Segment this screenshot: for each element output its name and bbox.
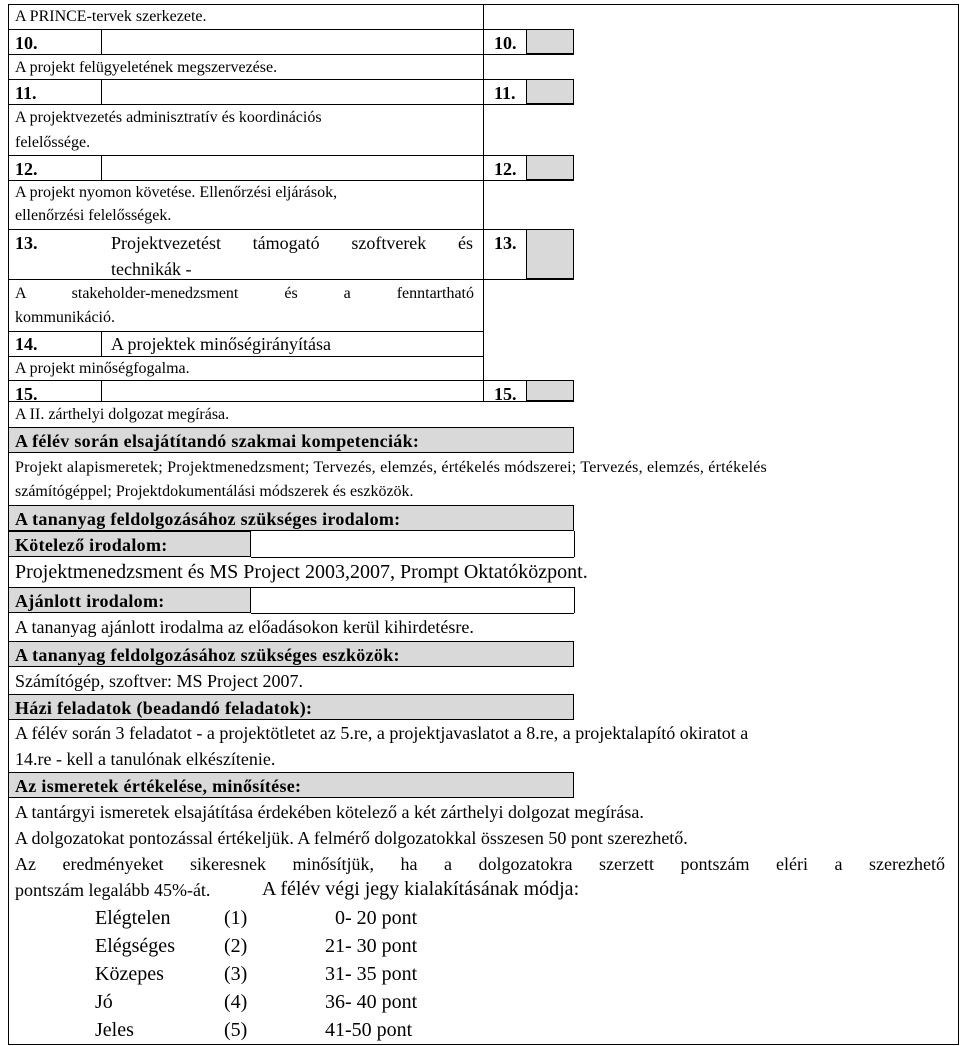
assessment-heading: Az ismeretek értékelése, minősítése: bbox=[15, 776, 302, 796]
grade-code: (5) bbox=[224, 1019, 248, 1041]
week-title: A projektek minőségirányítása bbox=[111, 334, 331, 354]
week-title-line2: technikák - bbox=[111, 259, 192, 279]
mandatory-literature-heading: Kötelező irodalom: bbox=[15, 535, 168, 555]
grade-range: 21- 30 pont bbox=[325, 935, 418, 957]
grade-code: (3) bbox=[224, 963, 248, 985]
schedule-topic: A projekt minőségfogalma. bbox=[15, 360, 190, 377]
week-number-right: 12. bbox=[494, 159, 517, 179]
recommended-literature-text: A tananyag ajánlott irodalma az előadásokon kerül kihirdetésre. bbox=[15, 617, 474, 637]
grade-range: 31- 35 pont bbox=[325, 963, 418, 985]
week-title-line1: Projektvezetést támogató szoftverek és bbox=[111, 233, 473, 253]
competencies-line2: számítógéppel; Projektdokumentálási módszerek és eszközök. bbox=[15, 483, 414, 500]
week-number-left: 11. bbox=[15, 83, 37, 103]
grade-code: (4) bbox=[224, 991, 248, 1013]
grade-range: 0- 20 pont bbox=[335, 907, 418, 929]
competencies-heading: A félév során elsajátítandó szakmai kompetenciák: bbox=[15, 431, 420, 451]
schedule-topic: A PRINCE-tervek szerkezete. bbox=[15, 8, 207, 25]
assessment-line4a: pontszám legalább 45%-át. bbox=[15, 880, 211, 900]
schedule-topic: A II. zárthelyi dolgozat megírása. bbox=[15, 406, 230, 423]
homework-line2: 14.re - kell a tanulónak elkészítenie. bbox=[15, 749, 276, 769]
recommended-literature-heading: Ajánlott irodalom: bbox=[15, 591, 165, 611]
homework-line1: A félév során 3 feladatot - a projektötletet az 5.re, a projektjavaslatot a 8.re, a projektalapító okiratot a bbox=[15, 723, 749, 743]
week-number-left: 12. bbox=[15, 159, 38, 179]
grade-name: Jeles bbox=[95, 1019, 134, 1041]
homework-heading: Házi feladatok (beadandó feladatok): bbox=[15, 698, 313, 718]
week-number-left: 15. bbox=[15, 384, 38, 404]
schedule-topic-line2: felelőssége. bbox=[15, 134, 91, 151]
grade-name: Jó bbox=[95, 991, 113, 1013]
schedule-topic-line1: A projektvezetés adminisztratív és koordinációs bbox=[15, 109, 322, 126]
competencies-line1: Projekt alapismeretek; Projektmenedzsment; Tervezés, elemzés, értékelés módszerei; Tervezés, elemzés, értékelés bbox=[15, 459, 767, 476]
grade-name: Közepes bbox=[95, 963, 164, 985]
grade-code: (2) bbox=[224, 935, 248, 957]
schedule-divider bbox=[483, 4, 484, 401]
assessment-line3: Az eredményeket sikeresnek minősítjük, ha a dolgozatokra szerzett pontszám eléri a szerezhető bbox=[15, 854, 945, 874]
literature-heading: A tananyag feldolgozásához szükséges irodalom: bbox=[15, 509, 401, 529]
week-number-right: 11. bbox=[494, 83, 516, 103]
week-number-left: 13. bbox=[15, 233, 38, 253]
assessment-line1: A tantárgyi ismeretek elsajátítása érdekében kötelező a két zárthelyi dolgozat megírása. bbox=[15, 802, 644, 822]
schedule-topic-line2: kommunikáció. bbox=[15, 309, 115, 326]
grade-range: 41-50 pont bbox=[325, 1019, 413, 1041]
schedule-topic-line1: A stakeholder-menedzsment és a fenntartható bbox=[15, 285, 474, 302]
week-number-left: 10. bbox=[15, 33, 38, 53]
week-number-right: 15. bbox=[494, 384, 517, 404]
schedule-topic: A projekt felügyeletének megszervezése. bbox=[15, 59, 278, 76]
tools-text: Számítógép, szoftver: MS Project 2007. bbox=[15, 671, 303, 691]
tools-heading: A tananyag feldolgozásához szükséges eszközök: bbox=[15, 645, 400, 665]
assessment-line2: A dolgozatokat pontozással értékeljük. A felmérő dolgozatokkal összesen 50 pont szerezhető. bbox=[15, 828, 688, 848]
grade-name: Elégséges bbox=[95, 935, 175, 957]
schedule-topic-line1: A projekt nyomon követése. Ellenőrzési eljárások, bbox=[15, 184, 338, 201]
week-number-right: 13. bbox=[494, 233, 517, 253]
grade-code: (1) bbox=[224, 907, 248, 929]
schedule-topic-line2: ellenőrzési felelősségek. bbox=[15, 207, 172, 224]
mandatory-literature-text: Projektmenedzsment és MS Project 2003,2007, Prompt Oktatóközpont. bbox=[15, 561, 588, 583]
week-number-left: 14. bbox=[15, 334, 38, 354]
assessment-line4b: A félév végi jegy kialakításának módja: bbox=[262, 878, 580, 900]
week-number-right: 10. bbox=[494, 33, 517, 53]
grade-range: 36- 40 pont bbox=[325, 991, 418, 1013]
grade-name: Elégtelen bbox=[95, 907, 171, 929]
